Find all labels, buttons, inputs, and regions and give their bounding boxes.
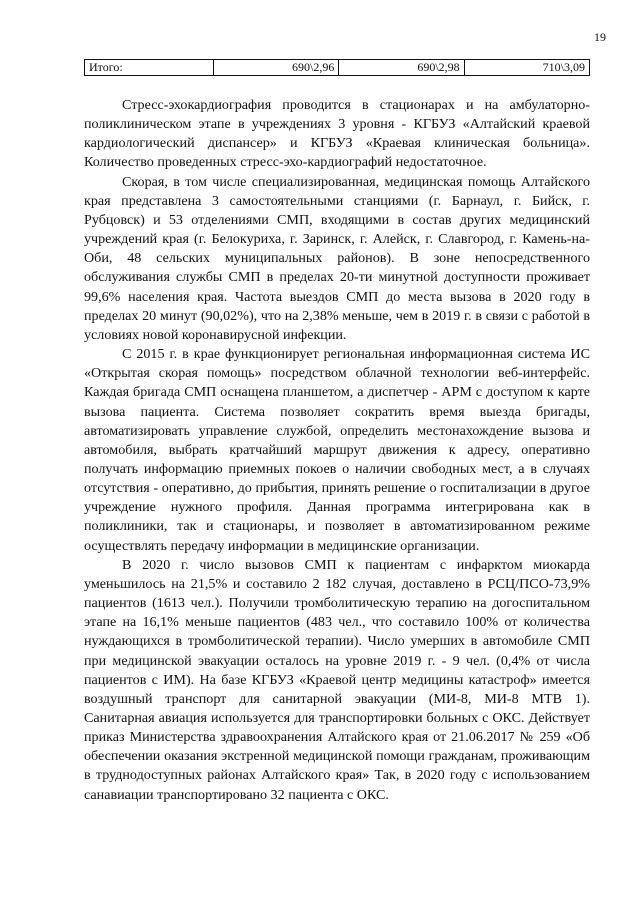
totals-value-1: 690\2,96 bbox=[214, 60, 339, 76]
paragraph-myocardial-infarction: В 2020 г. число вызовов СМП к пациентам с инфарктом миокарда уменьшилось на 21,5% и составило 2 182 случая, доставлено в РСЦ/ПСО-73,9% пациентов (1613 чел.). Получили тромболитическую терапию на догоспитальном этапе на 16,1% меньше пациентов (483 чел., что составило 100% от количества нуждающихся в тромболитической терапии). Число умерших в автомобиле СМП при медицинской эвакуации осталось на уровне 2019 г. - 9 чел. (0,4% от числа пациентов с ИМ). На базе КГБУЗ «Краевой центр медицины катастроф» имеется воздушный транспорт для санитарной эвакуации (МИ-8, МИ-8 МТВ 1). Санитарная авиация используется для транспортировки больных с ОКС. Действует приказ Министерства здравоохранения Алтайского края от 21.06.2017 № 259 «Об обеспечении оказания экстренной медицинской помощи гражданам, проживающим в труднодоступных районах Алтайского края» Так, в 2020 году с использованием санавиации транспортировано 32 пациента с ОКС. bbox=[84, 556, 590, 803]
paragraph-stress-echo: Стресс-эхокардиография проводится в стационарах и на амбулаторно-поликлиническом этапе в учреждениях 3 уровня - КГБУЗ «Алтайский краевой кардиологический диспансер» и КГБУЗ «Краевая клиническая больница». Количество проведенных стресс-эхо-кардиографий недостаточное. bbox=[84, 97, 590, 171]
paragraph-ambulance-service: Скорая, в том числе специализированная, медицинская помощь Алтайского края представлена 3 самостоятельными станциями (г. Барнаул, г. Бийск, г. Рубцовск) и 53 отделениями СМП, входящими в состав других медицинский учреждений края (г. Белокуриха, г. Заринск, г. Алейск, г. Славгород, г. Камень-на-Оби, 48 сельских муниципальных районов). В зоне непосредственного обслуживания службы СМП в пределах 20-ти минутной доступности проживает 99,6% населения края. Частота выездов СМП до места вызова в 2020 году в пределах 20 минут (90,02%), что на 2,38% меньше, чем в 2019 г. в связи с работой в условиях новой коронавирусной инфекции. bbox=[84, 173, 590, 343]
totals-table bbox=[84, 59, 590, 76]
table-row bbox=[85, 60, 590, 76]
document-body bbox=[84, 96, 590, 805]
page-number: 19 bbox=[594, 30, 606, 44]
paragraph-information-system: С 2015 г. в крае функционирует региональная информационная система ИС «Открытая скорая помощь» посредством облачной технологии веб-интерфейс. Каждая бригада СМП оснащена планшетом, а диспетчер - АРМ с доступом к карте вызова пациента. Система позволяет сократить время выезда бригады, автоматизировать управление службой, определить местонахождение вызова и автомобиля, выбрать кратчайший маршрут движения к адресу, оперативно получать информацию приемных покоев о наличии свободных мест, а в случаях отсутствия - оперативно, до прибытия, принять решение о госпитализации в другое учреждение нужного профиля. Данная программа интегрирована как в поликлиники, так и стационары, и позволяет в автоматизированном режиме осуществлять передачу информации в медицинские организации. bbox=[84, 346, 590, 554]
totals-value-2: 690\2,98 bbox=[339, 60, 464, 76]
totals-value-3: 710\3,09 bbox=[464, 60, 589, 76]
totals-label: Итого: bbox=[85, 60, 214, 76]
